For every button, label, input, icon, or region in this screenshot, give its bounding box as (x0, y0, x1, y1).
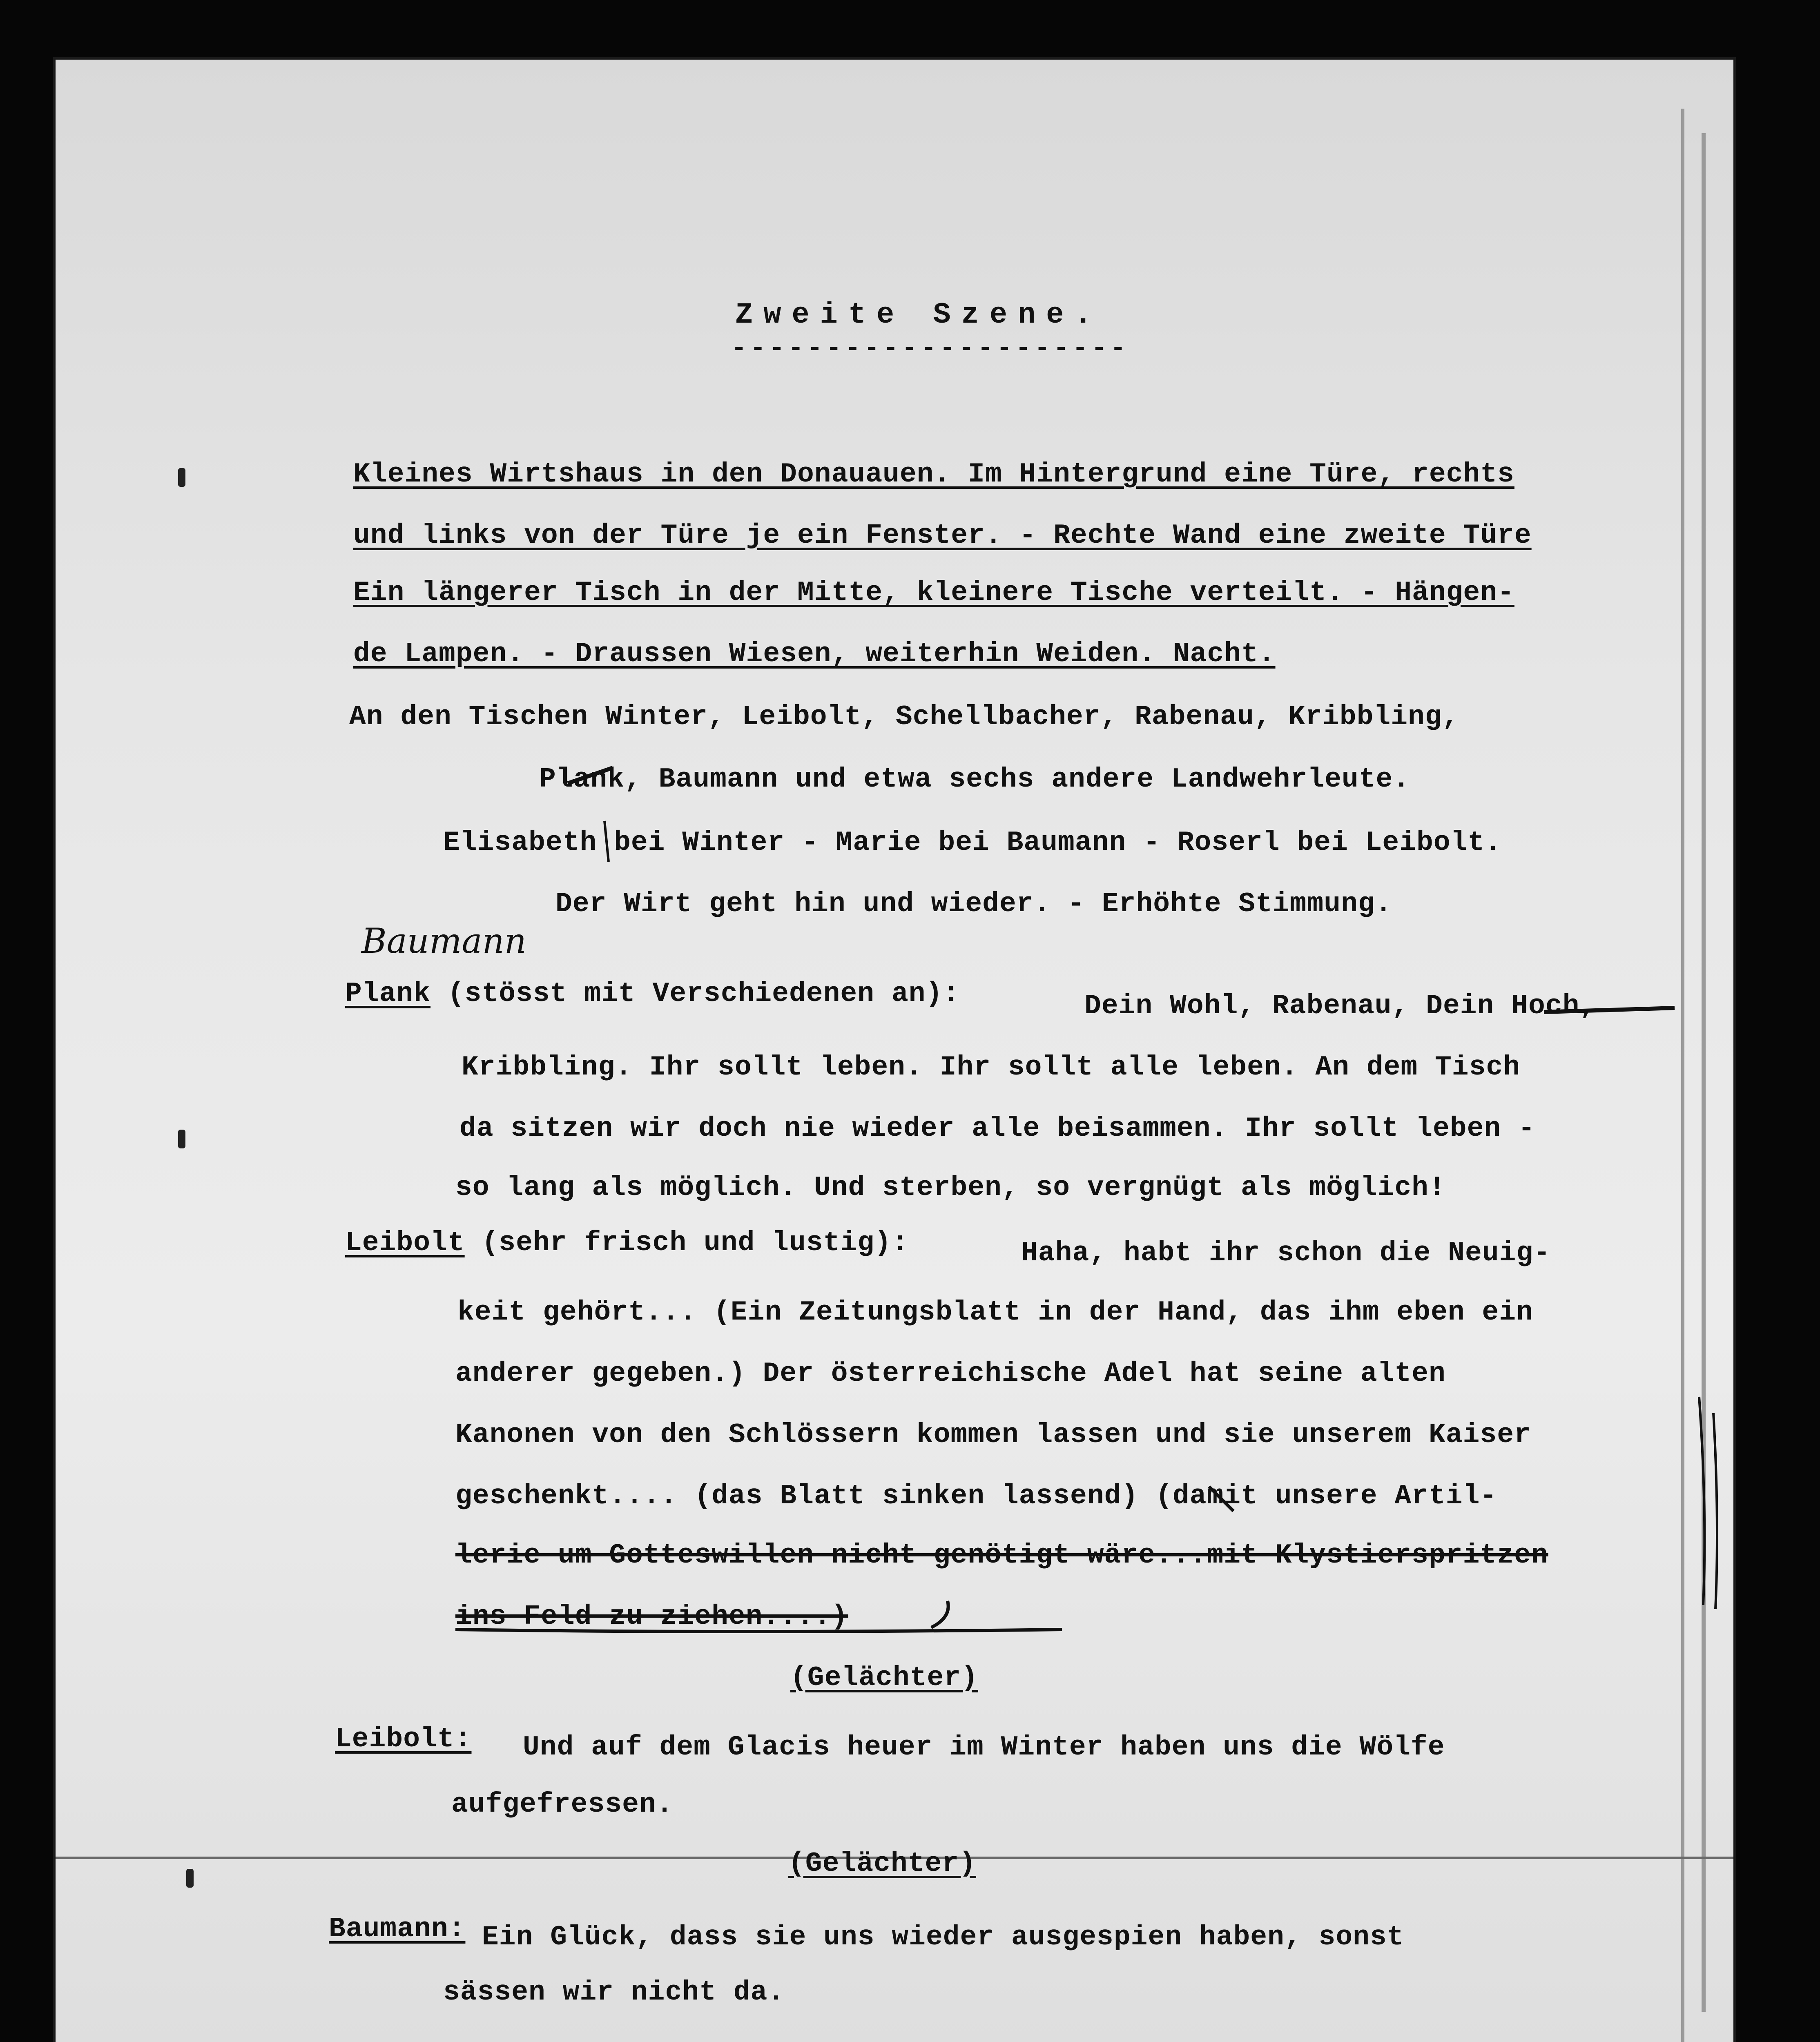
speaker-leibolt: Leibolt: (335, 1723, 472, 1755)
speech-line: Dein Wohl, Rabenau, Dein Hoch, (1084, 990, 1597, 1022)
strike-sweep (455, 1630, 1062, 1632)
strike-arrow (1209, 1487, 1233, 1511)
stage-direction-line: Kleines Wirtshaus in den Donauauen. Im Hintergrund eine Türe, rechts (353, 459, 1514, 490)
bracket-mark (931, 1601, 948, 1627)
stage-direction-line: de Lampen. - Draussen Wiesen, weiterhin Weiden. Nacht. (353, 638, 1276, 670)
speech-line: anderer gegeben.) Der österreichische Adel hat seine alten (455, 1358, 1446, 1389)
stage-direction-line: An den Tischen Winter, Leibolt, Schellbacher, Rabenau, Kribbling, (349, 701, 1459, 733)
stage-direction-line: Plank, Baumann und etwa sechs andere Landwehrleute. (539, 764, 1410, 795)
speech-line: so lang als möglich. Und sterben, so vergnügt als möglich! (455, 1172, 1446, 1204)
speech-line: keit gehört... (Ein Zeitungsblatt in der Hand, das ihm eben ein (457, 1297, 1533, 1328)
insertion-mark (604, 821, 609, 862)
title-underline: --------------------- (731, 334, 1129, 363)
speech-line: Kribbling. Ihr sollt leben. Ihr sollt alle leben. An dem Tisch (462, 1052, 1521, 1083)
stage-laughter: (Gelächter) (788, 1848, 976, 1879)
margin-line (1713, 1413, 1717, 1609)
speaker-plank: Plank (345, 978, 431, 1010)
speaker-leibolt: Leibolt (345, 1227, 465, 1259)
speech-line: aufgefressen. (451, 1789, 674, 1820)
struck-speech-line: ins Feld zu ziehen....) (455, 1601, 848, 1632)
struck-word-plank (568, 768, 613, 783)
stage-direction-line: Der Wirt geht hin und wieder. - Erhöhte Stimmung. (555, 888, 1392, 920)
stage-direction-line: Ein längerer Tisch in der Mitte, kleinere Tische verteilt. - Hängen- (353, 577, 1514, 609)
speaker-direction: (stösst mit Verschiedenen an): (447, 978, 960, 1010)
speech-line: Kanonen von den Schlössern kommen lassen und sie unserem Kaiser (455, 1419, 1531, 1451)
speech-line: Haha, habt ihr schon die Neuig- (1021, 1237, 1551, 1269)
margin-line (1699, 1397, 1704, 1605)
speaker-baumann: Baumann: (329, 1913, 466, 1945)
speech-line: da sitzen wir doch nie wieder alle beisammen. Ihr sollt leben - (459, 1113, 1535, 1144)
speaker-direction: (sehr frisch und lustig): (482, 1227, 909, 1259)
handwritten-correction: Baumann (361, 921, 526, 961)
speech-line: sässen wir nicht da. (443, 1977, 785, 2008)
speech-line: Ein Glück, dass sie uns wieder ausgespien haben, sonst (482, 1922, 1404, 1953)
speech-line: geschenkt.... (das Blatt sinken lassend) (damit unsere Artil- (455, 1480, 1497, 1512)
struck-word-hoch (1544, 1008, 1675, 1012)
speech-line: Und auf dem Glacis heuer im Winter haben uns die Wölfe (523, 1732, 1445, 1763)
stage-laughter: (Gelächter) (790, 1662, 978, 1694)
stage-direction-line: und links von der Türe je ein Fenster. - Rechte Wand eine zweite Türe (353, 520, 1532, 551)
scene-title: Zweite Szene. (735, 298, 1103, 332)
stage-direction-line: Elisabeth bei Winter - Marie bei Baumann - Roserl bei Leibolt. (443, 827, 1502, 858)
struck-speech-line: lerie um Gotteswillen nicht genötigt wäre...mit Klystierspritzen (455, 1540, 1548, 1571)
